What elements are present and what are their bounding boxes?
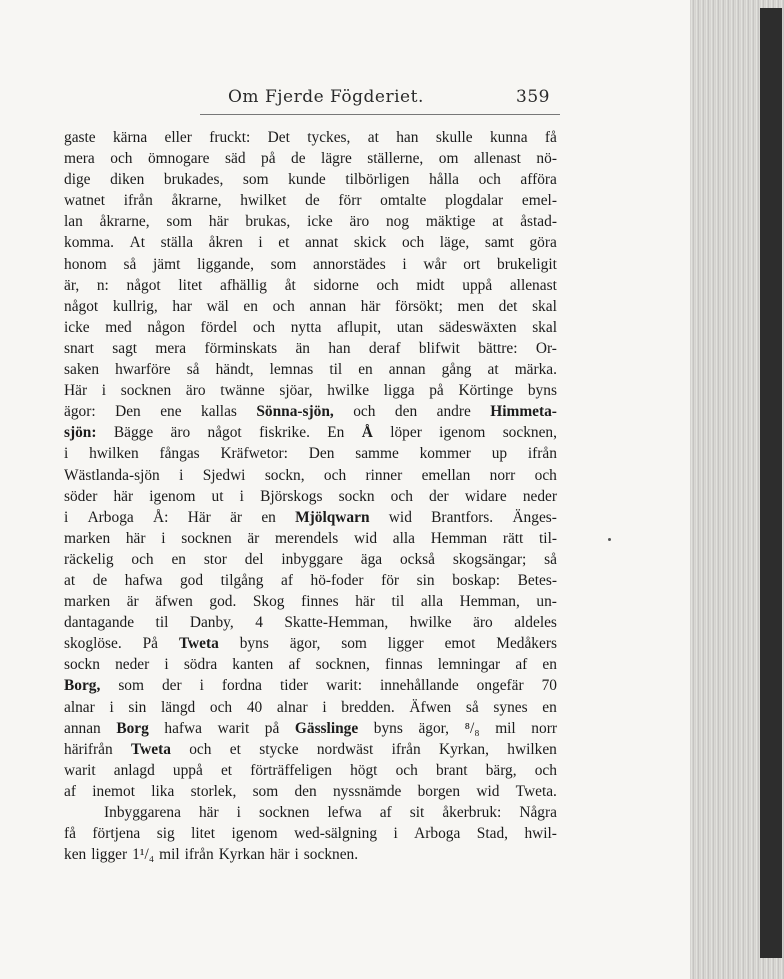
text-line: warit anlagd uppå et förträffeligen högt och brant bärg, och bbox=[64, 761, 557, 779]
text-line: at de hafwa god tilgång af hö-foder för sin boskap: Betes- bbox=[64, 571, 557, 589]
text-line: i Arboga Å: Här är en Mjölqwarn wid Brantfors. Änges- bbox=[64, 508, 557, 526]
text-line: skoglöse. På Tweta byns ägor, som ligger emot Medåkers bbox=[64, 635, 557, 653]
text-line: marken är äfwen god. Skog finnes här til alla Hemman, un- bbox=[64, 593, 557, 611]
text-line: icke med någon fördel och nytta aflupit, utan sädeswäxten skal bbox=[64, 318, 557, 336]
text-line: dige diken brukades, som kunde tilbörligen hålla och afföra bbox=[64, 171, 557, 189]
text-line: få förtjena sig litet igenom wed-sälgning i Arboga Stad, hwil- bbox=[64, 825, 557, 843]
text-line: dantagande til Danby, 4 Skatte-Hemman, hwilke äro aldeles bbox=[64, 614, 557, 632]
book-cover-edge bbox=[760, 8, 782, 958]
page-body-text bbox=[64, 127, 557, 865]
text-line: i hwilken fångas Kräfwetor: Den samme kommer up ifrån bbox=[64, 445, 557, 463]
text-line: Wästlanda-sjön i Sjedwi sockn, och rinner emellan norr och bbox=[64, 466, 557, 484]
ink-speck bbox=[608, 538, 611, 541]
text-line: Inbyggarena här i socknen lefwa af sit åkerbruk: Några bbox=[104, 804, 557, 821]
text-line: söder här igenom ut i Björskogs sockn och der widare neder bbox=[64, 487, 557, 505]
text-line: alnar i sin längd och 40 alnar i bredden. Äfwen så synes en bbox=[64, 698, 557, 716]
page-number: 359 bbox=[516, 87, 550, 107]
text-line: marken här i socknen är merendels wid alla Hemman rätt til- bbox=[64, 529, 557, 547]
text-line: är, n: något litet afhällig åt sidorne och midt uppå allenast bbox=[64, 276, 557, 294]
text-line: annan Borg hafwa warit på Gässlinge byns ägor, ⁸/₈ mil norr bbox=[64, 719, 557, 737]
text-line: härifrån Tweta och et stycke nordwäst ifrån Kyrkan, hwilken bbox=[64, 740, 557, 758]
text-line: snart sagt mera förminskats än han deraf blifwit bättre: Or- bbox=[64, 339, 557, 357]
text-line: lan åkrarne, som här brukas, icke äro nog mäktige at åstad- bbox=[64, 213, 557, 231]
text-line: ägor: Den ene kallas Sönna-sjön, och den andre Himmeta- bbox=[64, 403, 557, 421]
text-line: watnet ifrån åkrarne, hwilket de förr omtalte plogdalar emel- bbox=[64, 192, 557, 210]
text-line: Här i socknen äro twänne sjöar, hwilke ligga på Körtinge byns bbox=[64, 382, 557, 400]
text-line: komma. At ställa åkren i et annat skick och läge, samt göra bbox=[64, 234, 557, 252]
text-line: räckelig och en stor del inbyggare äga också skogsängar; så bbox=[64, 550, 557, 568]
header-rule bbox=[200, 114, 560, 115]
text-line: af inemot lika storlek, som den nyssnämde borgen wid Tweta. bbox=[64, 782, 557, 800]
text-line: något kullrig, har wäl en och annan här försökt; men det skal bbox=[64, 297, 557, 315]
text-line: mera och ömnogare säd på de lägre ställerne, om allenast nö- bbox=[64, 150, 557, 168]
text-line: sjön: Bägge äro något fiskrike. En Å löper igenom socknen, bbox=[64, 424, 557, 442]
text-line: honom så jämt liggande, som annorstädes i wår ort brukeligit bbox=[64, 255, 557, 273]
text-line: ken ligger 1¹/₄ mil ifrån Kyrkan här i socknen. bbox=[64, 846, 359, 864]
chapter-title: Om Fjerde Fögderiet. bbox=[228, 87, 424, 107]
text-line: sockn neder i södra kanten af socknen, finnas lemningar af en bbox=[64, 656, 557, 674]
text-line: Borg, som der i fordna tider warit: innehållande ongefär 70 bbox=[64, 677, 557, 695]
text-line: gaste kärna eller fruckt: Det tyckes, at han skulle kunna få bbox=[64, 129, 557, 146]
text-line: saken hwarföre så händt, lemnas til en annan gång at märka. bbox=[64, 361, 557, 379]
